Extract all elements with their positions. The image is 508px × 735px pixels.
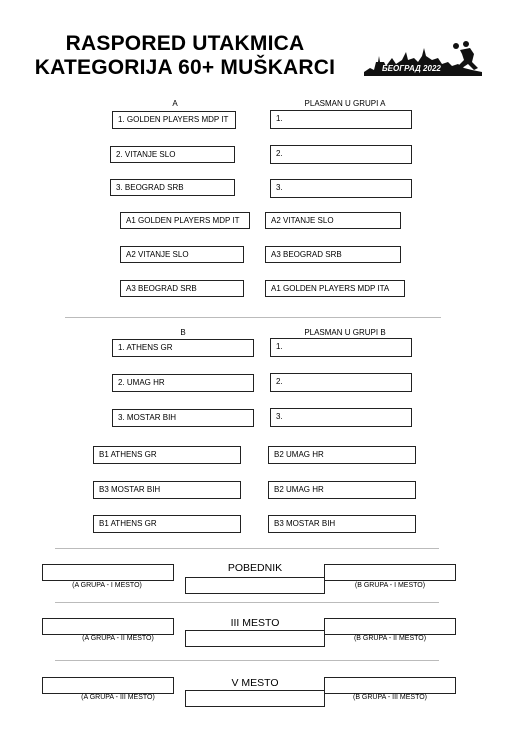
- page-title: [20, 32, 350, 80]
- final-third-score-field[interactable]: [185, 630, 325, 647]
- final-fifth-right-field[interactable]: [324, 677, 456, 694]
- group-a-place-3[interactable]: 3.: [270, 179, 412, 198]
- final-third-title: III MESTO: [230, 617, 280, 629]
- final-winner-right-caption: (B GRUPA - I MESTO): [354, 582, 426, 589]
- group-a-match-3-home: A3 BEOGRAD SRB: [120, 280, 244, 297]
- final-fifth-score-field[interactable]: [185, 690, 325, 707]
- group-a-match-1-home: A1 GOLDEN PLAYERS MDP IT: [120, 212, 250, 229]
- final-winner-left-field[interactable]: [42, 564, 174, 581]
- group-b-match-1-away: B2 UMAG HR: [268, 446, 416, 464]
- group-b-place-2[interactable]: 2.: [270, 373, 412, 392]
- group-b-place-3[interactable]: 3.: [270, 408, 412, 427]
- final-winner-title: POBEDNIK: [227, 562, 283, 574]
- group-a-team-1: 1. GOLDEN PLAYERS MDP IT: [112, 111, 236, 129]
- group-b-label: B: [180, 328, 186, 337]
- final-fifth-right-caption: (B GRUPA - III MESTO): [352, 694, 428, 701]
- group-b-match-3-home: B1 ATHENS GR: [93, 515, 241, 533]
- group-b-match-1-home: B1 ATHENS GR: [93, 446, 241, 464]
- final-winner-score-field[interactable]: [185, 577, 325, 594]
- final-third-right-field[interactable]: [324, 618, 456, 635]
- group-a-team-2: 2. VITANJE SLO: [110, 146, 235, 163]
- group-b-place-1[interactable]: 1.: [270, 338, 412, 357]
- logo-text: БЕОГРАД 2022: [382, 64, 441, 73]
- group-b-team-3: 3. MOSTAR BIH: [112, 409, 254, 427]
- divider: [65, 317, 441, 318]
- group-a-match-2-away: A3 BEOGRAD SRB: [265, 246, 401, 263]
- group-a-plasman-label: PLASMAN U GRUPI A: [304, 99, 386, 108]
- belgrade-logo: [362, 38, 487, 78]
- divider: [55, 660, 439, 661]
- final-winner-left-caption: (A GRUPA - I MESTO): [72, 582, 142, 589]
- group-b-team-2: 2. UMAG HR: [112, 374, 254, 392]
- title-line-2: KATEGORIJA 60+ MUŠKARCI: [34, 56, 336, 79]
- divider: [55, 548, 439, 549]
- divider: [55, 602, 439, 603]
- group-a-label: A: [172, 99, 178, 108]
- group-a-match-3-away: A1 GOLDEN PLAYERS MDP ITA: [265, 280, 405, 297]
- final-fifth-left-field[interactable]: [42, 677, 174, 694]
- final-fifth-title: V MESTO: [231, 677, 279, 689]
- group-b-match-3-away: B3 MOSTAR BIH: [268, 515, 416, 533]
- group-b-plasman-label: PLASMAN U GRUPI B: [304, 328, 386, 337]
- group-a-place-2[interactable]: 2.: [270, 145, 412, 164]
- title-line-1: RASPORED UTAKMICA: [65, 32, 305, 55]
- group-b-match-2-home: B3 MOSTAR BIH: [93, 481, 241, 499]
- group-a-match-1-away: A2 VITANJE SLO: [265, 212, 401, 229]
- final-winner-right-field[interactable]: [324, 564, 456, 581]
- group-a-team-3: 3. BEOGRAD SRB: [110, 179, 235, 196]
- group-a-place-1[interactable]: 1.: [270, 110, 412, 129]
- final-third-left-field[interactable]: [42, 618, 174, 635]
- final-fifth-left-caption: (A GRUPA - III MESTO): [81, 694, 155, 701]
- final-third-right-caption: (B GRUPA - II MESTO): [353, 635, 427, 642]
- group-b-team-1: 1. ATHENS GR: [112, 339, 254, 357]
- final-third-left-caption: (A GRUPA - II MESTO): [82, 635, 154, 642]
- group-a-match-2-home: A2 VITANJE SLO: [120, 246, 244, 263]
- group-b-match-2-away: B2 UMAG HR: [268, 481, 416, 499]
